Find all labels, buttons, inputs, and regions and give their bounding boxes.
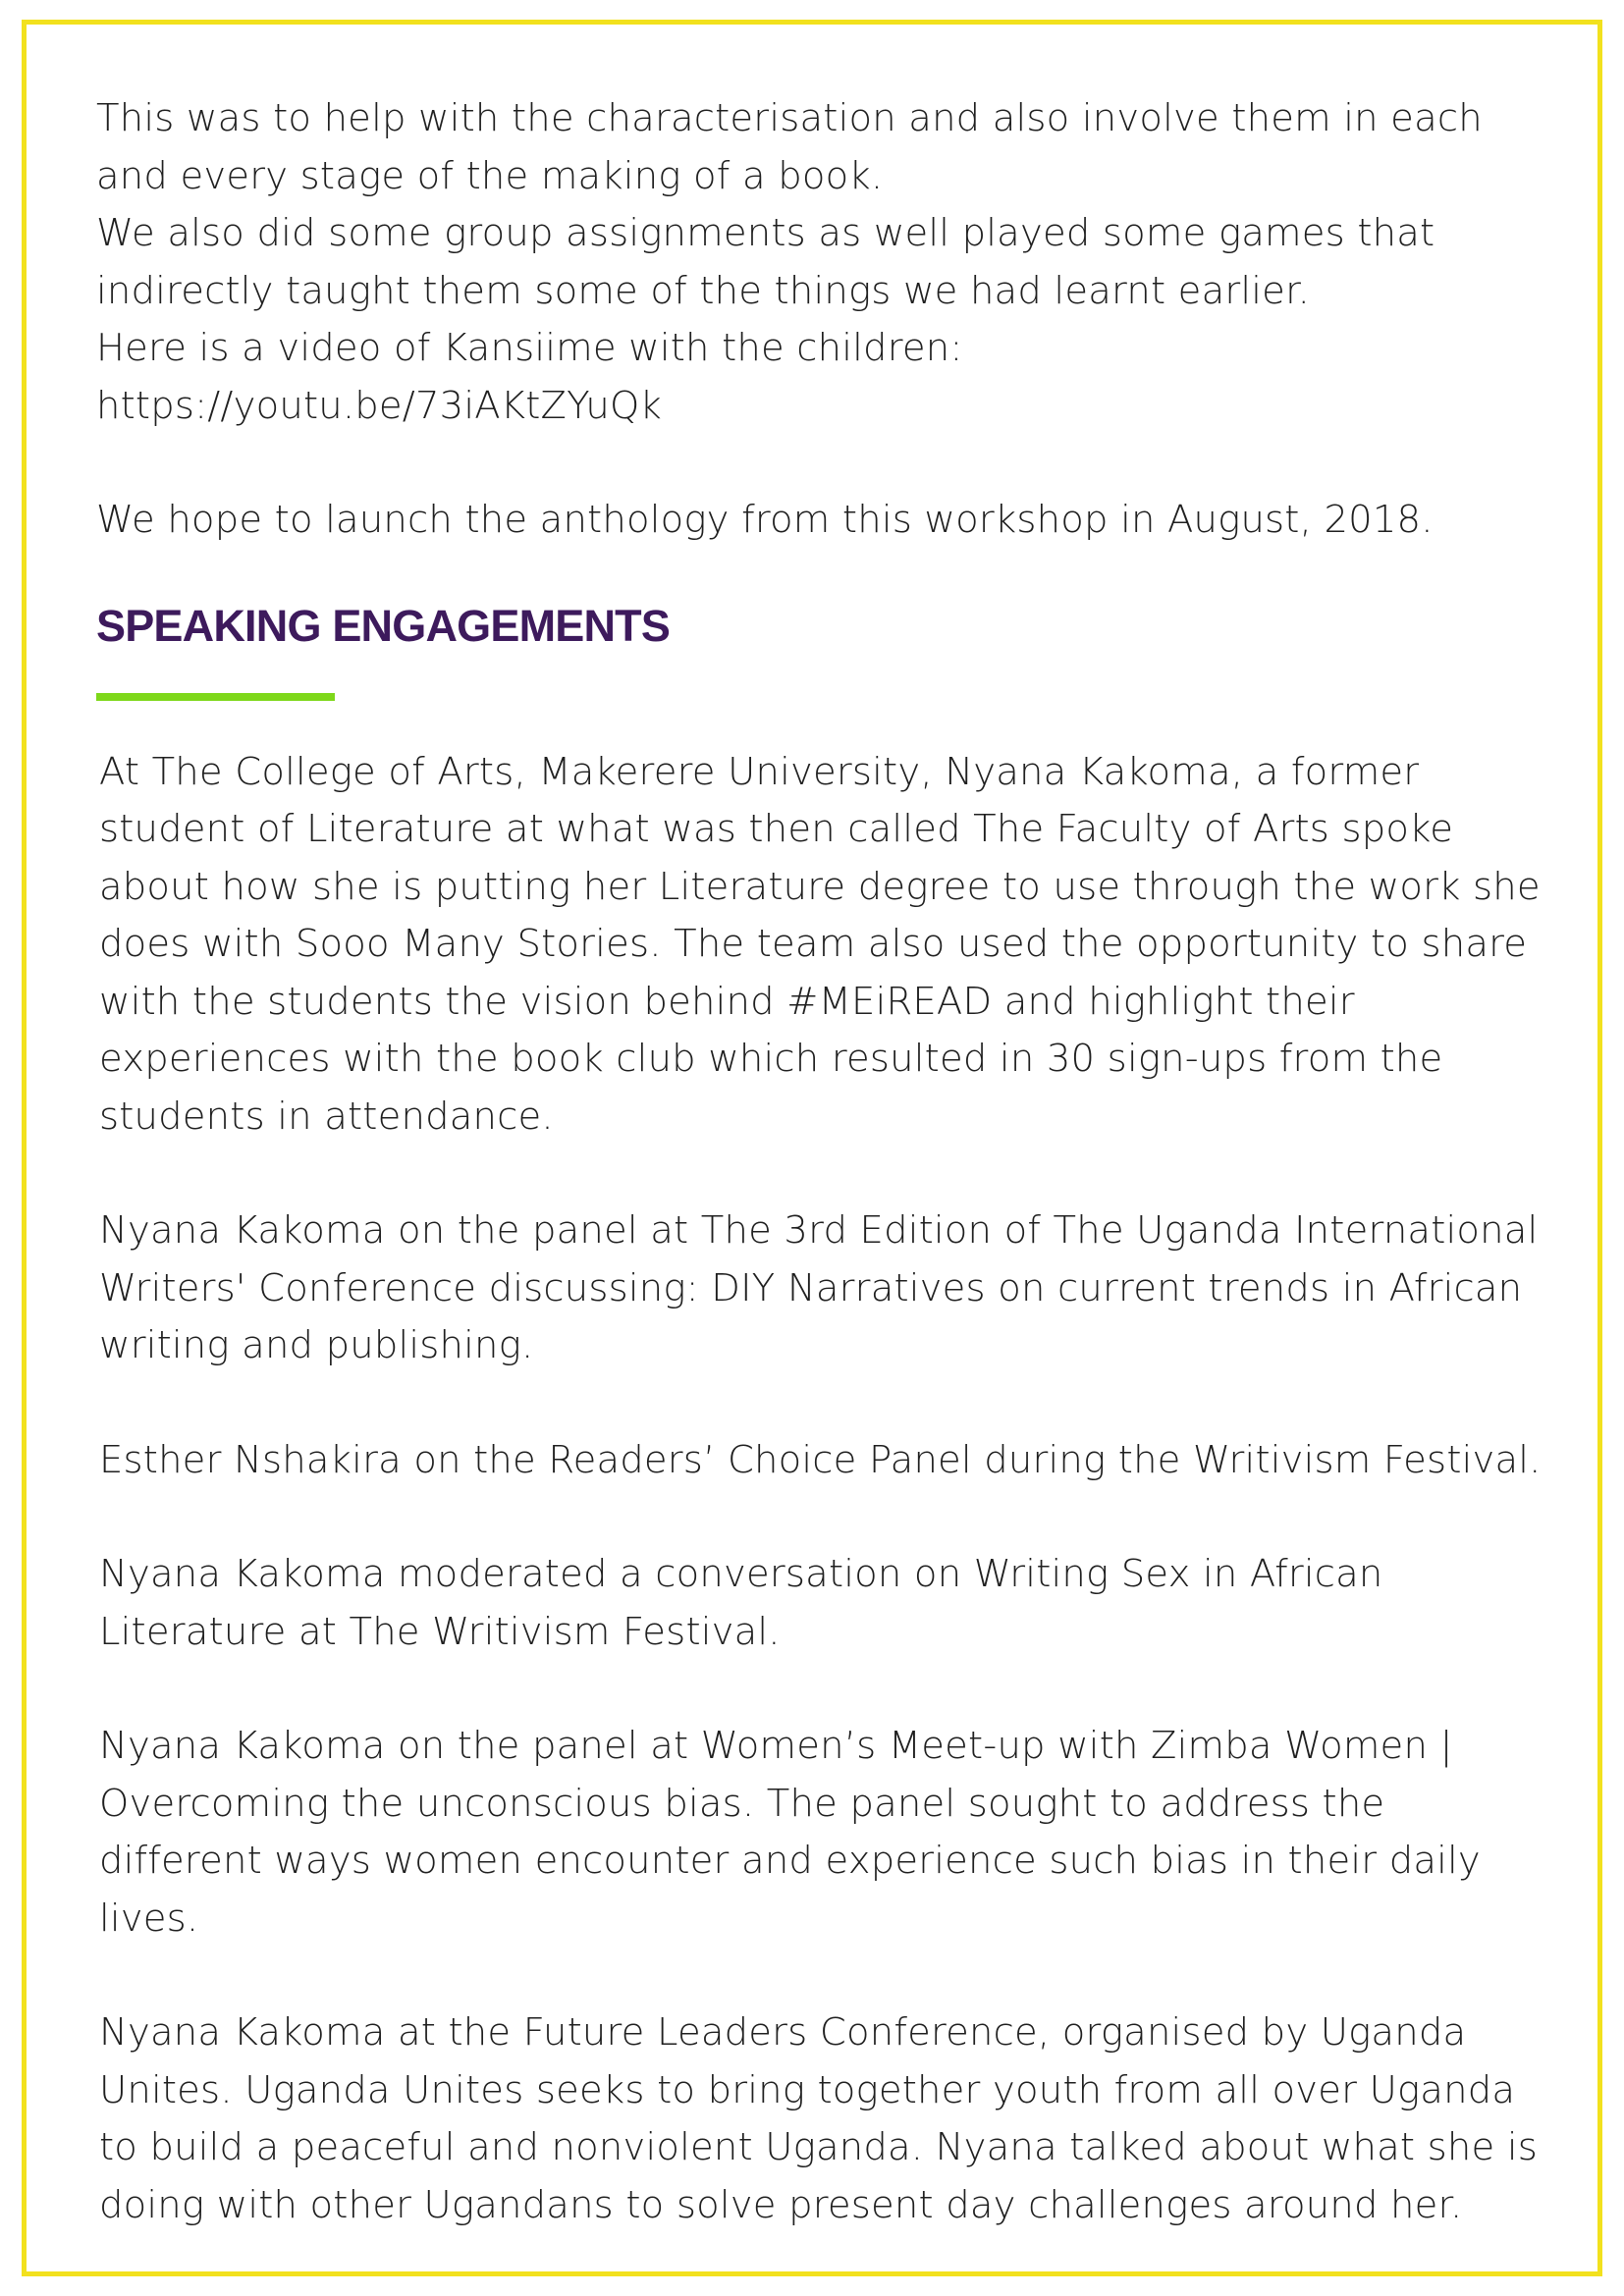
workshop-text — [96, 90, 1540, 550]
text-line: Esther Nshakira on the Readers’ Choice Panel during the Writivism Festival. — [99, 1437, 1542, 1482]
text-line: to build a peaceful and nonviolent Uganda. Nyana talked about what she is — [99, 2125, 1539, 2169]
engagement-paragraph — [99, 1202, 1540, 1375]
text-line: Literature at The Writivism Festival. — [99, 1609, 781, 1654]
text-line: and every stage of the making of a book. — [96, 153, 884, 198]
video-link[interactable]: https://youtu.be/73iAKtZYuQk — [96, 383, 663, 428]
text-line: about how she is putting her Literature degree to use through the work she — [99, 864, 1541, 909]
text-line: lives. — [99, 1896, 199, 1941]
text-line: Writers' Conference discussing: DIY Narratives on current trends in African — [99, 1265, 1523, 1310]
page-content — [96, 90, 1540, 2234]
heading-underline — [96, 693, 335, 701]
engagement-paragraph — [99, 744, 1540, 1147]
text-line: Unites. Uganda Unites seeks to bring together youth from all over Uganda — [99, 2067, 1516, 2112]
engagement-paragraph — [99, 1432, 1540, 1490]
launch-text: We hope to launch the anthology from this workshop in August, 2018. — [96, 498, 1434, 542]
text-line: This was to help with the characterisation and also involve them in each — [96, 96, 1483, 140]
engagement-paragraph — [99, 2004, 1540, 2234]
engagement-paragraph — [99, 1718, 1540, 1948]
section-heading: SPEAKING ENGAGEMENTS — [96, 600, 671, 651]
text-line: experiences with the book club which resulted in 30 sign-ups from the — [99, 1037, 1443, 1081]
engagement-paragraph — [99, 1546, 1540, 1661]
text-line: Nyana Kakoma on the panel at Women’s Meet-up with Zimba Women | — [99, 1724, 1453, 1768]
text-line: Overcoming the unconscious bias. The panel sought to address the — [99, 1781, 1385, 1826]
text-line: indirectly taught them some of the things we had learnt earlier. — [96, 268, 1311, 313]
text-line: We also did some group assignments as well played some games that — [96, 211, 1435, 255]
text-line: with the students the vision behind #MEiREAD and highlight their — [99, 979, 1355, 1024]
text-line: Here is a video of Kansiime with the children: — [96, 326, 963, 370]
text-line: doing with other Ugandans to solve present day challenges around her. — [99, 2182, 1463, 2227]
text-line: writing and publishing. — [99, 1323, 534, 1367]
text-line: students in attendance. — [99, 1094, 554, 1139]
speaking-engagements — [99, 744, 1540, 2235]
text-line: does with Sooo Many Stories. The team also used the opportunity to share — [99, 922, 1528, 966]
text-line: At The College of Arts, Makerere University, Nyana Kakoma, a former — [99, 749, 1420, 794]
text-line: Nyana Kakoma at the Future Leaders Conference, organised by Uganda — [99, 2010, 1467, 2055]
text-line: Nyana Kakoma on the panel at The 3rd Edition of The Uganda International — [99, 1208, 1539, 1253]
text-line: Nyana Kakoma moderated a conversation on Writing Sex in African — [99, 1552, 1383, 1596]
text-line: different ways women encounter and experience such bias in their daily — [99, 1839, 1481, 1883]
text-line: student of Literature at what was then called The Faculty of Arts spoke — [99, 807, 1454, 851]
